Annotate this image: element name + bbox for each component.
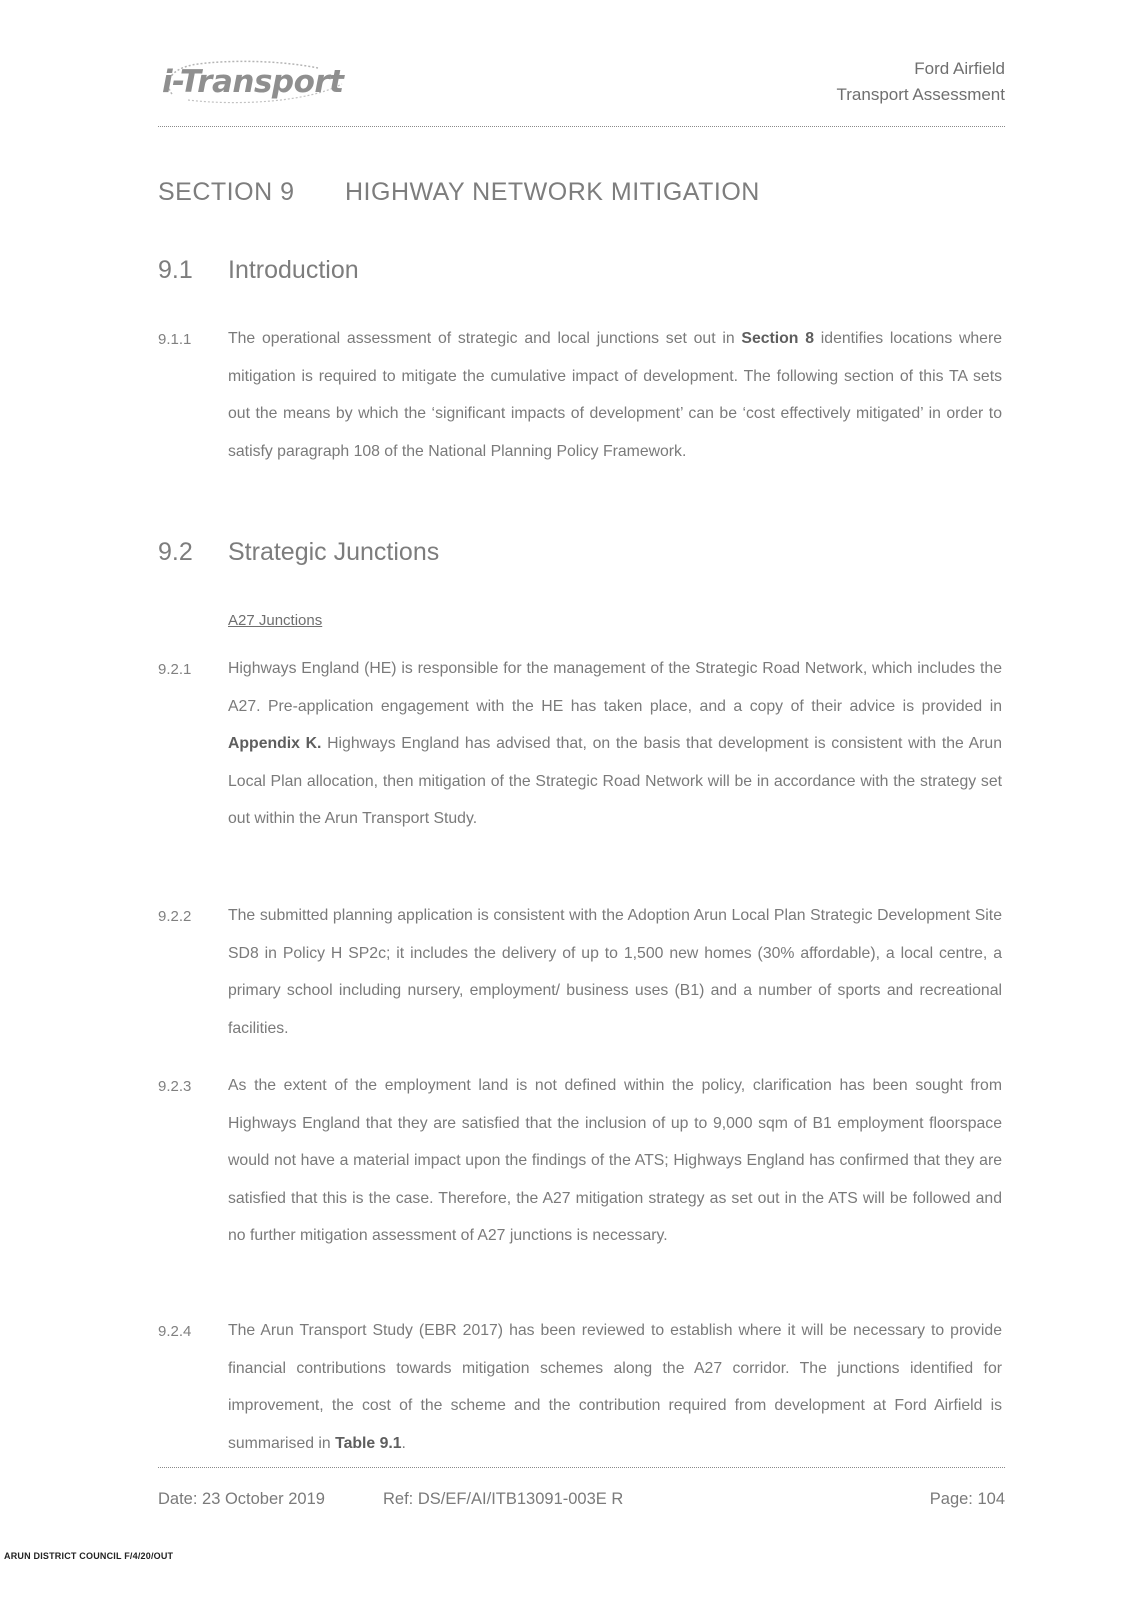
header-info xyxy=(837,56,1006,108)
paragraph-9-2-2: The submitted planning application is consistent with the Adoption Arun Local Plan Strategic Development Site SD8 in Policy H SP2c; it includes the delivery of up to 1,500 new homes (30% affordable), a local centre, a primary school including nursery, employment/ business uses (B1) and a number of sports and recreational facilities. xyxy=(228,907,1002,1037)
footer-date: Date: 23 October 2019 xyxy=(158,1490,325,1508)
subsection-title: Introduction xyxy=(228,256,359,284)
section-heading xyxy=(158,178,760,207)
appendix-reference: Appendix K. xyxy=(228,735,322,752)
subsection-title: Strategic Junctions xyxy=(228,538,440,566)
paragraph-text: The operational assessment of strategic and local junctions set out in xyxy=(228,330,742,347)
document-type: Transport Assessment xyxy=(836,85,1005,104)
paragraph-9-2-4 xyxy=(228,1312,1002,1462)
subsection-heading-9-1 xyxy=(158,256,359,285)
paragraph-9-2-1 xyxy=(228,650,1002,838)
paragraph-number: 9.2.2 xyxy=(158,908,192,925)
paragraph-number: 9.2.1 xyxy=(158,661,192,678)
section-title: HIGHWAY NETWORK MITIGATION xyxy=(345,178,760,206)
subsection-number: 9.2 xyxy=(158,538,193,566)
subsection-number: 9.1 xyxy=(158,256,193,284)
paragraph-text: The Arun Transport Study (EBR 2017) has been reviewed to establish where it will be necessary to provide financial contributions towards mitigation schemes along the A27 corridor. The junctions identified for improvement, the cost of the scheme and the contribution required from development at Ford Airfield is summarised in xyxy=(228,1322,1002,1452)
footer-reference: Ref: DS/EF/AI/ITB13091-003E R xyxy=(383,1490,624,1508)
footer-page-number: Page: 104 xyxy=(929,1490,1005,1508)
project-name: Ford Airfield xyxy=(914,59,1005,78)
table-reference: Table 9.1 xyxy=(335,1434,402,1452)
paragraph-text: Highways England has advised that, on the basis that development is consistent with the Arun Local Plan allocation, then mitigation of the Strategic Road Network will be in accordance with the strategy set out within the Arun Transport Study. xyxy=(228,735,1003,827)
a27-junctions-heading: A27 Junctions xyxy=(228,612,323,629)
logo-text: i-Transport xyxy=(162,64,344,100)
paragraph-text: identifies locations where mitigation is required to mitigate the cumulative impact of development. The following section of this TA sets out the means by which the ‘significant impacts of development’ can be ‘cost effectively mitigated’ in order to satisfy paragraph 108 of the National Planning Policy Framework. xyxy=(228,330,1003,460)
subsection-heading-9-2 xyxy=(158,538,440,567)
paragraph-9-2-3: As the extent of the employment land is not defined within the policy, clarification has been sought from Highways England that they are satisfied that the inclusion of up to 9,000 sqm of B1 employment floorspace would not have a material impact upon the findings of the ATS; Highways England has confirmed that they are satisfied that this is the case. Therefore, the A27 mitigation strategy as set out in the ATS will be followed and no further mitigation assessment of A27 junctions is necessary. xyxy=(228,1077,1002,1244)
council-stamp: ARUN DISTRICT COUNCIL F/4/20/OUT xyxy=(4,1551,174,1561)
company-logo xyxy=(158,54,348,110)
paragraph-text: Highways England (HE) is responsible for the management of the Strategic Road Network, which includes the A27. Pre-application engagement with the HE has taken place, and a copy of their advice is provided in xyxy=(228,660,1002,715)
paragraph-number: 9.1.1 xyxy=(158,331,192,348)
section-reference: Section 8 xyxy=(741,330,815,347)
paragraph-text: . xyxy=(401,1434,406,1452)
paragraph-number: 9.2.4 xyxy=(158,1323,192,1340)
header-divider xyxy=(158,126,1005,127)
paragraph-number: 9.2.3 xyxy=(158,1078,192,1095)
section-number: SECTION 9 xyxy=(158,178,295,206)
footer-divider xyxy=(158,1467,1005,1468)
paragraph-9-1-1 xyxy=(228,320,1002,470)
